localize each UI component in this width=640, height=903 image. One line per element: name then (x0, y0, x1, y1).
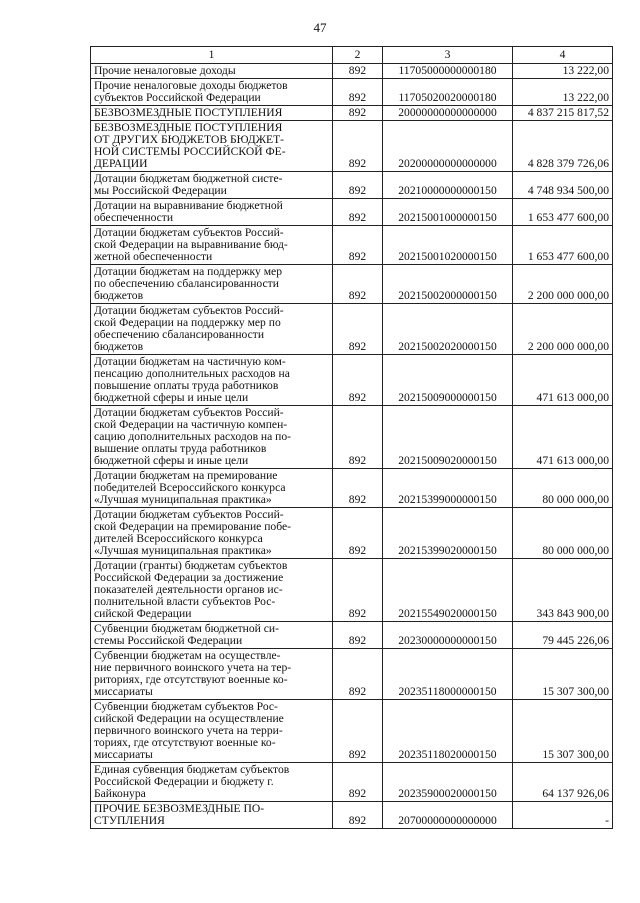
row-code-cell: 892 (333, 199, 383, 226)
row-sum-cell: 4 828 379 726,06 (513, 121, 613, 172)
table-row (91, 508, 613, 559)
row-code-cell: 892 (333, 79, 383, 106)
row-name-cell: Субвенции бюджетам субъектов Рос- сийской Федерации на осуществление первичного воинского учета на терри- ториях, где отсутствуют военные ко- миссариаты (91, 700, 333, 763)
table-row (91, 265, 613, 304)
column-header-1: 1 (91, 47, 333, 64)
row-sum-cell: 471 613 000,00 (513, 406, 613, 469)
table-row (91, 763, 613, 802)
row-kbk-cell: 20235900020000150 (383, 763, 513, 802)
table-row (91, 304, 613, 355)
row-name-cell: Дотации бюджетам на частичную ком- пенсацию дополнительных расходов на повышение оплаты труда работников бюджетной сферы и иные цели (91, 355, 333, 406)
row-kbk-cell: 20200000000000000 (383, 121, 513, 172)
row-sum-cell: 13 222,00 (513, 79, 613, 106)
table-row (91, 355, 613, 406)
row-sum-cell: 1 653 477 600,00 (513, 226, 613, 265)
row-name-cell: Дотации бюджетам субъектов Россий- ской Федерации на частичную компен- сацию дополнительных расходов на по- вышение оплаты труда работников бюджетной сферы и иные цели (91, 406, 333, 469)
row-code-cell: 892 (333, 355, 383, 406)
page-number: 47 (313, 20, 327, 35)
table-row (91, 559, 613, 622)
row-code-cell: 892 (333, 226, 383, 265)
row-kbk-cell: 20215009000000150 (383, 355, 513, 406)
table-row (91, 802, 613, 829)
column-header-2: 2 (333, 47, 383, 64)
row-name-cell: Дотации бюджетам субъектов Россий- ской Федерации на премирование побе- дителей Всероссийского конкурса «Лучшая муниципальная практика» (91, 508, 333, 559)
row-kbk-cell: 20215001020000150 (383, 226, 513, 265)
table-row (91, 469, 613, 508)
row-sum-cell: 1 653 477 600,00 (513, 199, 613, 226)
row-sum-cell: 80 000 000,00 (513, 508, 613, 559)
row-sum-cell: - (513, 802, 613, 829)
row-code-cell: 892 (333, 265, 383, 304)
table-row (91, 121, 613, 172)
table-row (91, 199, 613, 226)
row-code-cell: 892 (333, 622, 383, 649)
row-sum-cell: 80 000 000,00 (513, 469, 613, 508)
row-sum-cell: 4 748 934 500,00 (513, 172, 613, 199)
table-row (91, 622, 613, 649)
row-code-cell: 892 (333, 106, 383, 121)
revenue-table (90, 46, 613, 829)
row-sum-cell: 79 445 226,06 (513, 622, 613, 649)
row-sum-cell: 2 200 000 000,00 (513, 304, 613, 355)
row-name-cell: Субвенции бюджетам на осуществле- ние первичного воинского учета на тер- риториях, где отсутствуют военные ко- миссариаты (91, 649, 333, 700)
row-name-cell: Дотации на выравнивание бюджетной обеспеченности (91, 199, 333, 226)
row-name-cell: Прочие неналоговые доходы бюджетов субъектов Российской Федерации (91, 79, 333, 106)
row-kbk-cell: 20215549020000150 (383, 559, 513, 622)
row-name-cell: Прочие неналоговые доходы (91, 64, 333, 79)
row-kbk-cell: 20215002020000150 (383, 304, 513, 355)
column-header-4: 4 (513, 47, 613, 64)
row-sum-cell: 343 843 900,00 (513, 559, 613, 622)
row-sum-cell: 64 137 926,06 (513, 763, 613, 802)
row-name-cell: БЕЗВОЗМЕЗДНЫЕ ПОСТУПЛЕНИЯ (91, 106, 333, 121)
row-kbk-cell: 20215399020000150 (383, 508, 513, 559)
row-kbk-cell: 11705000000000180 (383, 64, 513, 79)
row-name-cell: Дотации бюджетам субъектов Россий- ской Федерации на выравнивание бюд- жетной обеспеченности (91, 226, 333, 265)
row-code-cell: 892 (333, 469, 383, 508)
row-name-cell: Единая субвенция бюджетам субъектов Российской Федерации и бюджету г. Байконура (91, 763, 333, 802)
row-code-cell: 892 (333, 649, 383, 700)
row-kbk-cell: 20215399000000150 (383, 469, 513, 508)
row-code-cell: 892 (333, 304, 383, 355)
row-name-cell: Дотации (гранты) бюджетам субъектов Российской Федерации за достижение показателей деятельности органов ис- полнительной власти субъектов Рос- сийской Федерации (91, 559, 333, 622)
table-row (91, 79, 613, 106)
row-sum-cell: 15 307 300,00 (513, 700, 613, 763)
row-name-cell: Дотации бюджетам на премирование победителей Всероссийского конкурса «Лучшая муниципальная практика» (91, 469, 333, 508)
row-kbk-cell: 20215009020000150 (383, 406, 513, 469)
row-kbk-cell: 20235118000000150 (383, 649, 513, 700)
row-sum-cell: 4 837 215 817,52 (513, 106, 613, 121)
row-name-cell: Дотации бюджетам бюджетной систе- мы Российской Федерации (91, 172, 333, 199)
row-name-cell: ПРОЧИЕ БЕЗВОЗМЕЗДНЫЕ ПО- СТУПЛЕНИЯ (91, 802, 333, 829)
row-sum-cell: 15 307 300,00 (513, 649, 613, 700)
row-sum-cell: 471 613 000,00 (513, 355, 613, 406)
row-kbk-cell: 20230000000000150 (383, 622, 513, 649)
row-code-cell: 892 (333, 64, 383, 79)
table-row (91, 64, 613, 79)
table-row (91, 226, 613, 265)
column-header-3: 3 (383, 47, 513, 64)
row-kbk-cell: 11705020020000180 (383, 79, 513, 106)
row-name-cell: Субвенции бюджетам бюджетной си- стемы Российской Федерации (91, 622, 333, 649)
row-name-cell: БЕЗВОЗМЕЗДНЫЕ ПОСТУПЛЕНИЯ ОТ ДРУГИХ БЮДЖЕТОВ БЮДЖЕТ- НОЙ СИСТЕМЫ РОССИЙСКОЙ ФЕ- ДЕРАЦИИ (91, 121, 333, 172)
row-sum-cell: 2 200 000 000,00 (513, 265, 613, 304)
row-code-cell: 892 (333, 802, 383, 829)
row-code-cell: 892 (333, 172, 383, 199)
table-header-row (91, 47, 613, 64)
row-code-cell: 892 (333, 508, 383, 559)
row-kbk-cell: 20000000000000000 (383, 106, 513, 121)
row-sum-cell: 13 222,00 (513, 64, 613, 79)
row-code-cell: 892 (333, 700, 383, 763)
row-kbk-cell: 20215002000000150 (383, 265, 513, 304)
row-name-cell: Дотации бюджетам на поддержку мер по обеспечению сбалансированности бюджетов (91, 265, 333, 304)
row-code-cell: 892 (333, 406, 383, 469)
row-code-cell: 892 (333, 121, 383, 172)
row-kbk-cell: 20235118020000150 (383, 700, 513, 763)
table-row (91, 106, 613, 121)
row-kbk-cell: 20210000000000150 (383, 172, 513, 199)
row-code-cell: 892 (333, 559, 383, 622)
table-row (91, 649, 613, 700)
row-kbk-cell: 20700000000000000 (383, 802, 513, 829)
row-name-cell: Дотации бюджетам субъектов Россий- ской Федерации на поддержку мер по обеспечению сбалансированности бюджетов (91, 304, 333, 355)
row-code-cell: 892 (333, 763, 383, 802)
row-kbk-cell: 20215001000000150 (383, 199, 513, 226)
table-row (91, 172, 613, 199)
table-row (91, 700, 613, 763)
table-row (91, 406, 613, 469)
